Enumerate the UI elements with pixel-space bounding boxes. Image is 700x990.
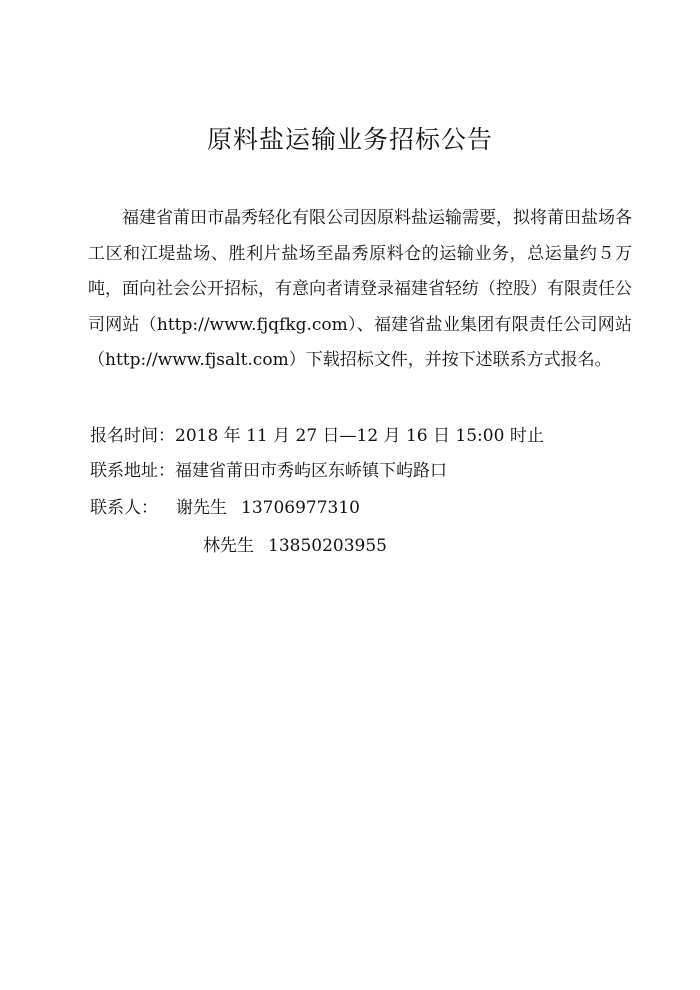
registration-time-line [90, 421, 544, 451]
contact-person-label: 联系人： [90, 498, 158, 518]
contact-phone: 13850203955 [268, 536, 387, 556]
contact-person-line [90, 493, 360, 523]
registration-time-value: 2018 年 11 月 27 日—12 月 16 日 15:00 时止 [175, 426, 544, 446]
contact-address-line [90, 456, 447, 486]
registration-time-label: 报名时间： [90, 426, 175, 446]
announcement-body: 福建省莆田市晶秀轻化有限公司因原料盐运输需要，拟将莆田盐场各工区和江堤盐场、胜利片盐场至晶秀原料仓的运输业务，总运量约５万吨，面向社会公开招标，有意向者请登录福建省轻纺（控股）有限责任公司网站（http://www.fjqfkg.com）、福建省盐业集团有限责任公司网站（http://www.fjsalt.com）下载招标文件，并按下述联系方式报名。 [88, 208, 632, 370]
contact-address-value: 福建省莆田市秀屿区东峤镇下屿路口 [175, 461, 447, 481]
contact-name: 谢先生 [176, 498, 227, 518]
document-title: 原料盐运输业务招标公告 [206, 125, 493, 154]
contact-person-line-2 [203, 531, 387, 561]
contact-name: 林先生 [203, 536, 254, 556]
contact-phone: 13706977310 [241, 498, 360, 518]
contact-address-label: 联系地址： [90, 461, 175, 481]
